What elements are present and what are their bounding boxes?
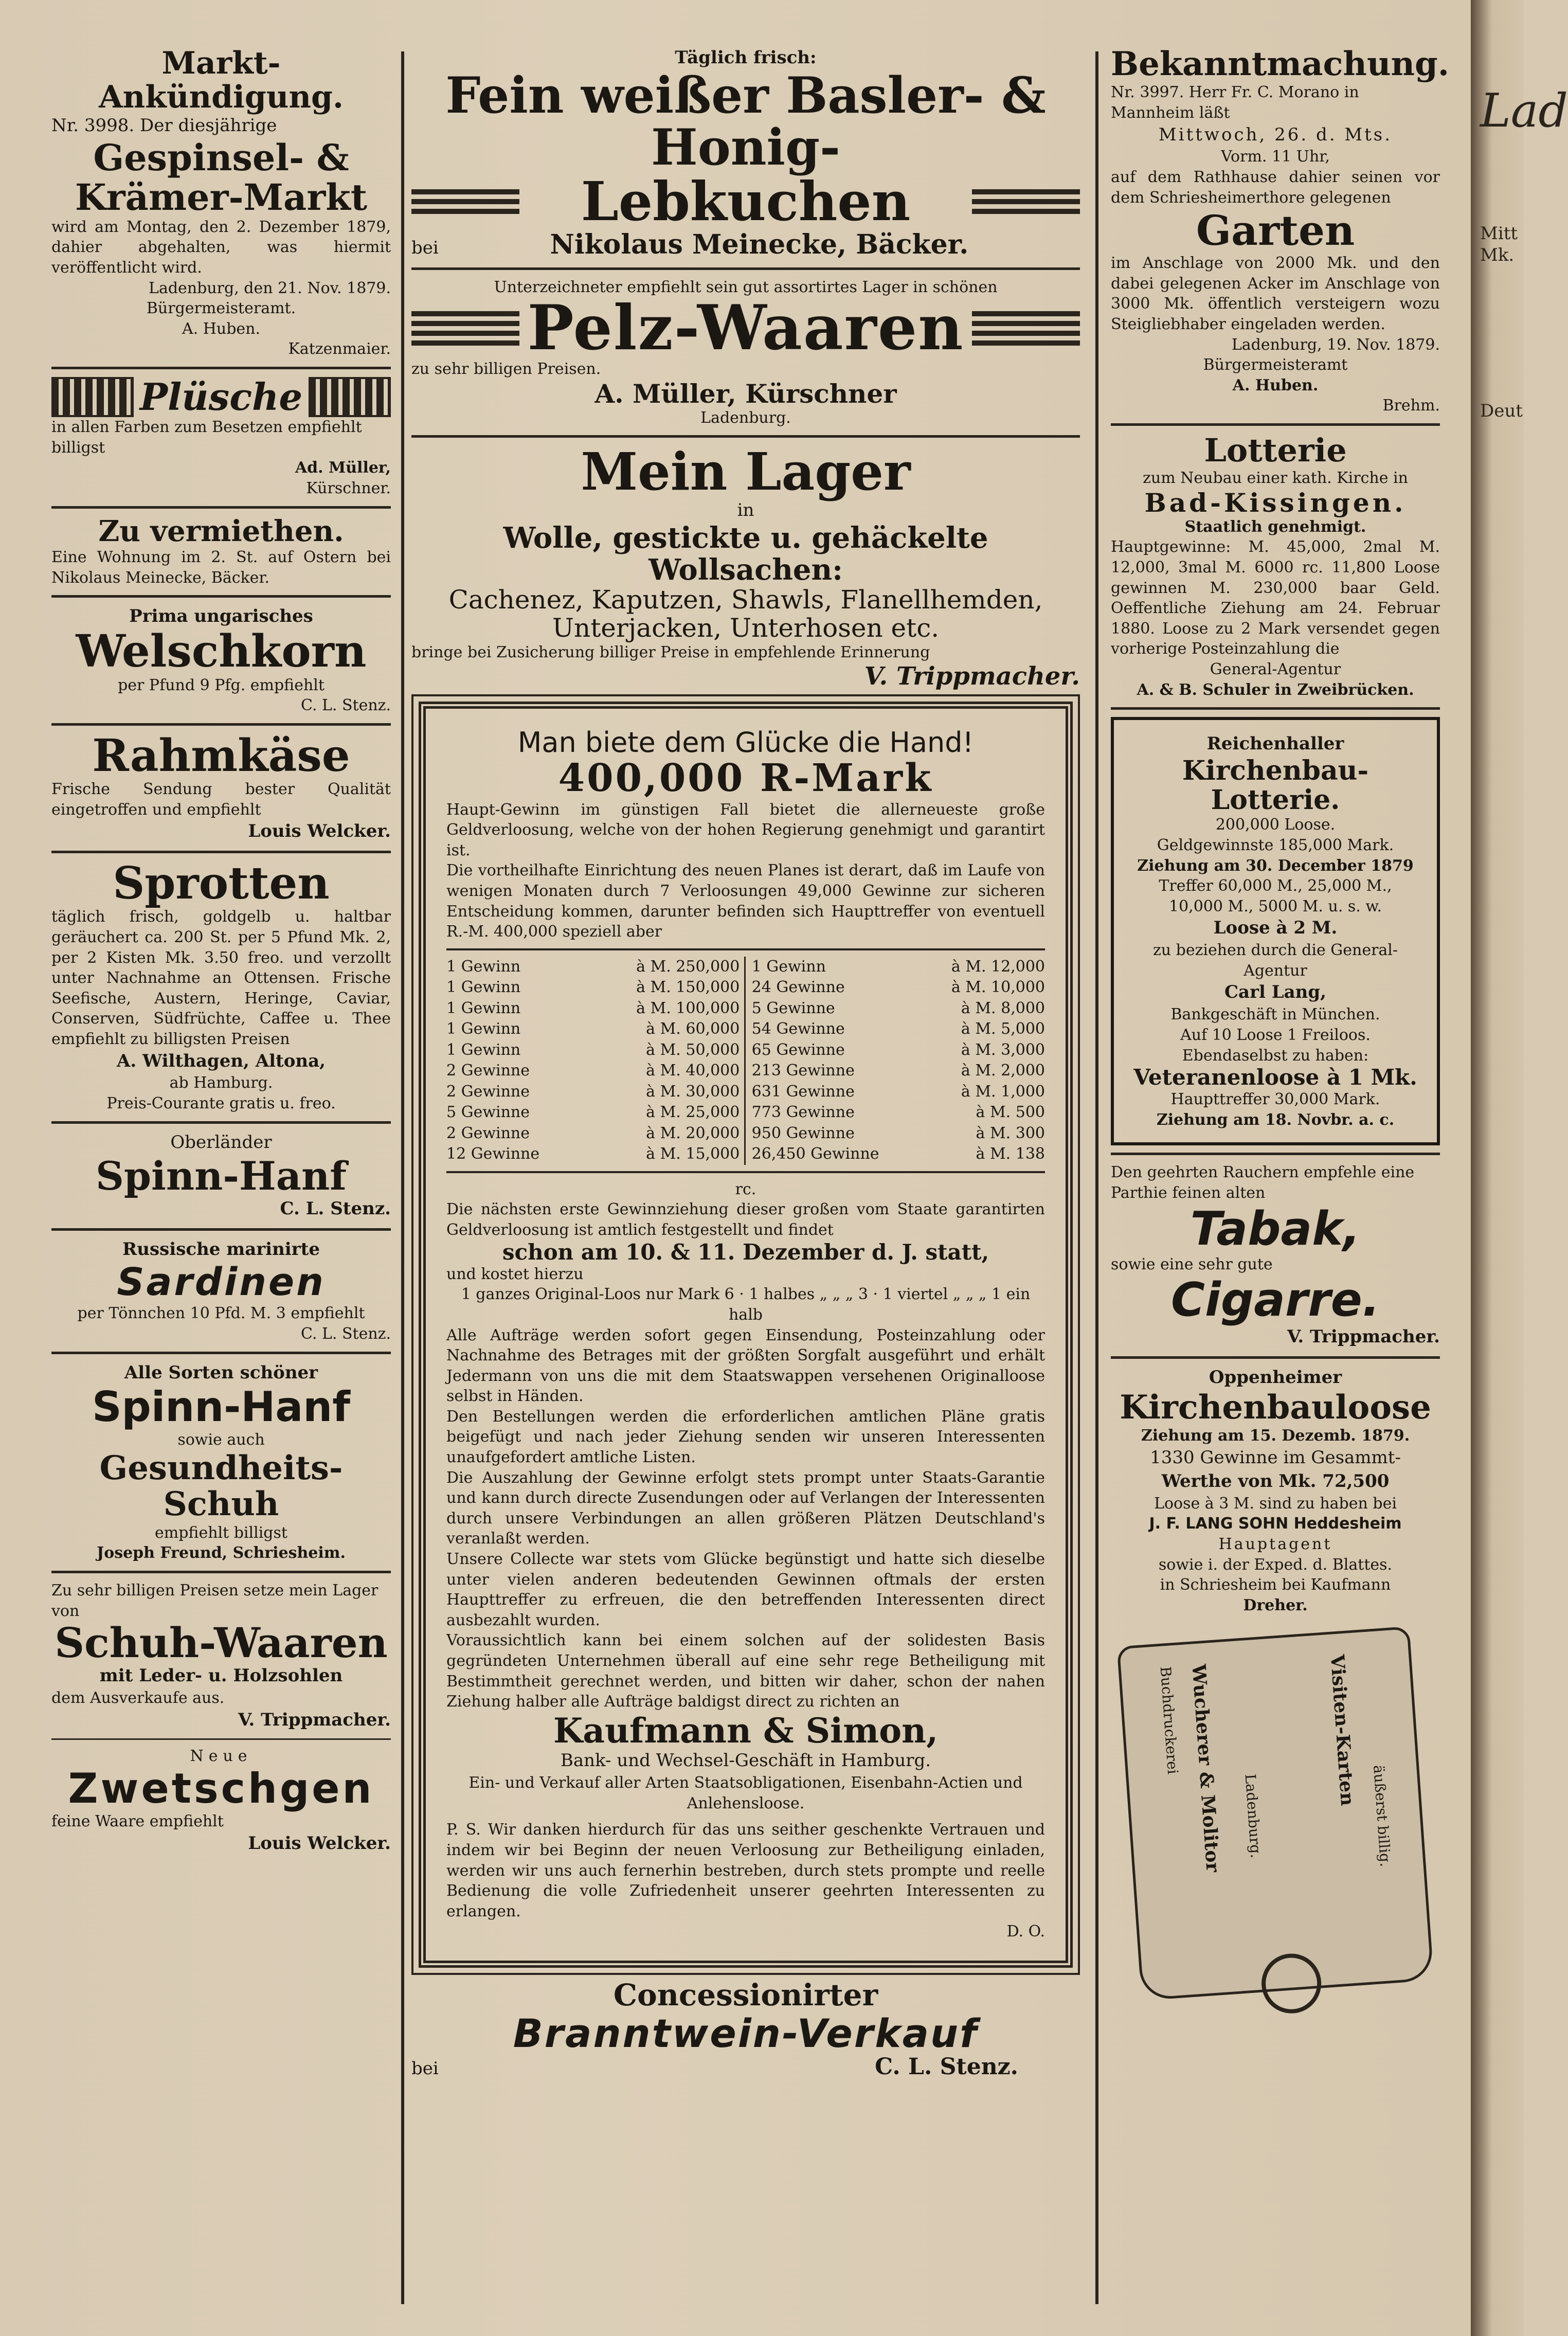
gesund-sig: Joseph Freund, Schriesheim. [97, 1544, 346, 1562]
prize-count: 631 Gewinne [751, 1082, 855, 1101]
prize-value: à M. 138 [976, 1145, 1045, 1163]
prize-value: à M. 25,000 [646, 1103, 740, 1122]
lebk-bei: bei [411, 237, 439, 258]
prize-count: 1 Gewinn [751, 957, 826, 976]
prize-count: 5 Gewinne [446, 1103, 530, 1122]
ad-bekanntmachung [1111, 45, 1450, 416]
markt-body: wird am Montag, den 2. Dezember 1879, dahier abgehalten, was hiermit veröffentlicht wird. [51, 218, 391, 277]
sard-sig: C. L. Stenz. [301, 1324, 391, 1343]
bek-title: Bekanntmachung. [1111, 45, 1450, 83]
markt-big1: Gespinsel- & [93, 136, 349, 179]
prize-row [752, 1102, 1045, 1123]
prize-row [446, 977, 740, 998]
markt-sig: Katzenmaier. [288, 340, 391, 358]
ad-rahmkaese [51, 729, 391, 843]
ad-mein-lager [411, 441, 1080, 691]
prize-count: 5 Gewinne [751, 999, 835, 1017]
ornament-right-icon [309, 377, 391, 417]
bek-body1: Nr. 3997. Herr Fr. C. Morano in Mannheim läßt [1111, 83, 1359, 122]
lott-gen: Staatlich genehmigt. [1184, 517, 1366, 536]
ad-branntwein [411, 1979, 1080, 2081]
prize-row [752, 1040, 1045, 1061]
prize-count: 26,450 Gewinne [751, 1145, 879, 1163]
prize-count: 24 Gewinne [751, 978, 845, 997]
lott-sub: zum Neubau einer kath. Kirche in [1143, 469, 1408, 488]
lot-p2: Die vortheilhafte Einrichtung des neuen Planes ist derart, daß im Laufe von wenigen Monaten durch 7 Verloosungen 49,000 Gewinne zur sicheren Entscheidung kommen, darunter befinden sich Haupttreffer von eventuell R.-M. 400,000 speziell aber [446, 861, 1045, 941]
divider [411, 267, 1080, 270]
plusche-sig1: Ad. Müller, [295, 459, 391, 477]
lebk-big2: Lebkuchen [581, 170, 911, 233]
ad-plusche [51, 376, 391, 499]
lot-p7: Unsere Collecte war stets vom Glücke begünstigt und hatte sich dieselbe unter vielen anderen bedeutenden Gewinnen oftmals der ersten Haupttreffer zu erfreuen, die den betreffenden Interessenten direct ausbezahlt wurden. [446, 1550, 1045, 1629]
lebk-sig: Nikolaus Meinecke, Bäcker. [550, 228, 969, 260]
prize-value: à M. 100,000 [636, 999, 740, 1017]
prize-value: à M. 5,000 [961, 1020, 1045, 1038]
lott-body: Hauptgewinne: M. 45,000, 2mal M. 12,000, 3mal M. 6000 rc. 11,800 Loose gewinnen M. 230,000 baar Geld. Oeffentliche Ziehung am 24. Februar 1880. Loose zu 2 Mark versendet gegen vorherige Posteinzahlung die [1111, 538, 1440, 658]
lot-head: Man biete dem Glücke die Hand! [517, 726, 974, 759]
divider [1111, 423, 1440, 426]
lot-etc: rc. [735, 1180, 756, 1198]
bek-sig: Brehm. [1382, 397, 1440, 415]
welsch-sig: C. L. Stenz. [301, 696, 391, 715]
adjacent-page-text [1480, 82, 1568, 422]
edge-t3: Mk. [1480, 245, 1515, 265]
ad-oppenheimer [1111, 1366, 1440, 1615]
divider [51, 1738, 391, 1740]
bag-right2: äußerst billig. [1369, 1765, 1394, 1868]
lot-p1: Haupt-Gewinn im günstigen Fall bietet die allerneueste große Geldverloosung, welche von der hohen Regierung genehmigt und garantirt ist. [446, 800, 1045, 859]
sprotten-foot: Preis-Courante gratis u. freo. [106, 1094, 336, 1113]
prize-row [752, 1019, 1045, 1040]
divider [51, 723, 391, 726]
prize-row [446, 1019, 740, 1040]
opp-l8: in Schriesheim bei Kaufmann [1160, 1576, 1391, 1594]
prize-table-left [446, 957, 740, 1165]
prize-count: 1 Gewinn [446, 978, 521, 997]
tabak-sig: V. Trippmacher. [1287, 1326, 1440, 1347]
ad-lebkuchen [411, 46, 1080, 260]
prize-value: à M. 1,000 [961, 1082, 1045, 1101]
prize-count: 1 Gewinn [446, 1020, 521, 1038]
lager-in: in [737, 500, 754, 521]
brannt-sig: C. L. Stenz. [875, 2054, 1018, 2080]
column-rule [1095, 51, 1098, 2304]
brannt-pre: Concessionirter [613, 1978, 878, 2013]
zw-body: feine Waare empfiehlt [51, 1812, 224, 1831]
schuh-body: dem Ausverkaufe aus. [51, 1689, 225, 1708]
opp-big: Kirchenbauloose [1120, 1388, 1431, 1427]
bag-ring-icon [1259, 1952, 1323, 2016]
bek-body2: Mittwoch, 26. d. Mts. [1158, 124, 1393, 145]
prize-value: à M. 12,000 [951, 957, 1045, 976]
prize-count: 2 Gewinne [446, 1124, 530, 1142]
reich-l4: Treffer 60,000 M., 25,000 M., [1159, 877, 1392, 895]
bek-name: A. Huben. [1232, 376, 1319, 394]
bek-body4: auf dem Rathhause dahier seinen vor dem Schriesheimerthore gelegenen [1111, 168, 1440, 207]
lot-p6: Die Auszahlung der Gewinne erfolgt stets prompt unter Staats-Garantie und kann durch directe Zusendungen oder auf Verlangen der Interessenten durch unsere Verbindungen an allen größeren Plätzen Deutschland's veranlaßt werden. [446, 1468, 1045, 1548]
lot-cost: und kostet hierzu [446, 1265, 584, 1283]
ad-spinnhanf-2 [51, 1361, 391, 1564]
ad-welschkorn [51, 605, 391, 715]
sprotten-sig: A. Wilthagen, Altona, [117, 1050, 326, 1071]
opp-l2: 1330 Gewinne im Gesammt- [1150, 1447, 1401, 1468]
lot-p4: Alle Aufträge werden sofort gegen Einsendung, Posteinzahlung oder Nachnahme des Betrages mit der größten Sorgfalt ausgeführt und erhält Jedermann von uns die mit dem Staatswappen versehenen Originalloose selbst in Händen. [446, 1326, 1045, 1406]
bag-illustration [1117, 1626, 1434, 2001]
verm-body: Eine Wohnung im 2. St. auf Ostern bei Nikolaus Meinecke, Bäcker. [51, 548, 391, 587]
lebk-pre: Täglich frisch: [675, 47, 817, 68]
divider [1111, 1356, 1440, 1359]
prize-count: 1 Gewinn [446, 1040, 521, 1059]
pelz-pre: Unterzeichneter empfiehlt sein gut assortirtes Lager in schönen [494, 278, 998, 296]
reich-l14: Ziehung am 18. Novbr. a. c. [1156, 1110, 1395, 1129]
reich-l11: Ebendaselbst zu haben: [1182, 1046, 1369, 1065]
lott-sig: A. & B. Schuler in Zweibrücken. [1137, 680, 1414, 699]
reich-l9: Bankgeschäft in München. [1170, 1005, 1380, 1024]
lot-ps-sig: D. O. [1006, 1922, 1045, 1941]
markt-big2: Krämer-Markt [75, 175, 368, 219]
reich-l7: zu beziehen durch die General-Agentur [1152, 941, 1398, 980]
tabak-mid: sowie eine sehr gute [1111, 1255, 1273, 1273]
divider [51, 1571, 391, 1573]
bag-left3: Ladenburg. [1241, 1773, 1265, 1859]
zw-pre: Neue [190, 1747, 253, 1765]
prize-row [752, 957, 1045, 978]
gesund-body: empfiehlt billigst [155, 1523, 287, 1542]
edge-t1: Lad [1480, 84, 1568, 138]
reich-l5: 10,000 M., 5000 M. u. s. w. [1168, 897, 1382, 915]
bek-date: Ladenburg, 19. Nov. 1879. [1231, 335, 1440, 354]
bag-right: Visiten-Karten [1326, 1654, 1359, 1807]
divider [1111, 1153, 1440, 1155]
column-left [51, 46, 391, 1856]
spinn2-mid: sowie auch [177, 1431, 265, 1449]
reich-l6: Loose à 2 M. [1213, 918, 1338, 939]
prize-count: 12 Gewinne [446, 1145, 540, 1163]
bag-left2: Buchdruckerei [1157, 1666, 1182, 1775]
lebk-big1: Fein weißer Basler- & Honig- [445, 66, 1046, 176]
ad-schuhwaaren [51, 1580, 391, 1732]
ad-sprotten [51, 857, 391, 1114]
sprotten-title: Sprotten [113, 857, 330, 910]
divider [51, 1121, 391, 1124]
opp-l1: Ziehung am 15. Dezemb. 1879. [1141, 1427, 1410, 1445]
gesund-title: Gesundheits-Schuh [99, 1449, 343, 1524]
prize-count: 2 Gewinne [446, 1062, 530, 1080]
prize-value: à M. 2,000 [961, 1062, 1045, 1080]
lot-date: schon am 10. & 11. Dezember d. J. statt, [502, 1239, 989, 1265]
ornament-left-icon [51, 377, 134, 417]
prize-table [446, 948, 1045, 1173]
lott-place: Bad-Kissingen. [1144, 487, 1407, 518]
opp-pre: Oppenheimer [1209, 1367, 1342, 1388]
prize-value: à M. 500 [976, 1103, 1045, 1122]
prize-value: à M. 3,000 [961, 1040, 1045, 1059]
rahm-body: Frische Sendung bester Qualität eingetroffen und empfiehlt [51, 780, 391, 819]
divider [51, 1228, 391, 1231]
prize-value: à M. 50,000 [646, 1040, 740, 1059]
tabak-pre: Den geehrten Rauchern empfehle eine Parthie feinen alten [1111, 1163, 1415, 1202]
prize-value: à M. 8,000 [961, 999, 1045, 1017]
ad-markt [51, 46, 391, 360]
column-middle [411, 46, 1080, 2081]
spinn-title: Spinn-Hanf [96, 1153, 347, 1199]
bag-left: Wucherer & Molitor [1187, 1663, 1224, 1873]
prize-row [752, 1123, 1045, 1144]
divider [411, 435, 1080, 438]
sprotten-body: täglich frisch, goldgelb u. haltbar geräuchert ca. 200 St. per 5 Pfund Mk. 2, per 2 Kisten Mk. 3.50 freo. und verzollt unter Nachnahme an Ottensen. Frische Seefische, Austern, Heringe, Caviar, Conserven, Südfrüchte, Caffee u. Thee empfiehlt zu billigsten Preisen [51, 908, 391, 1048]
plusche-body: in allen Farben zum Besetzen empfiehlt billigst [51, 418, 362, 457]
reich-big: Kirchenbau-Lotterie. [1182, 755, 1369, 816]
column-right [1111, 45, 1450, 1991]
cigarre-title: Cigarre. [1170, 1273, 1380, 1327]
prize-count: 1 Gewinn [446, 999, 521, 1017]
lager-sig: V. Trippmacher. [864, 662, 1080, 691]
reich-l1: 200,000 Loose. [1215, 816, 1336, 834]
lager-title: Mein Lager [581, 441, 911, 502]
bek-body5: im Anschlage von 2000 Mk. und den dabei gelegenen Acker im Anschlage von 3000 Mk. öffentlich versteigern wozu Steigliebhaber eingeladen werden. [1111, 254, 1440, 334]
lott-agent: General-Agentur [1210, 660, 1341, 678]
verm-title: Zu vermiethen. [98, 514, 344, 548]
sard-pre: Russische marinirte [122, 1239, 320, 1260]
reich-l8: Carl Lang, [1224, 982, 1327, 1003]
ornament-bars-right-icon [972, 185, 1080, 219]
ad-spinnhanf [51, 1131, 391, 1221]
lager-body: bringe bei Zusicherung billiger Preise in empfehlende Erinnerung [411, 643, 930, 662]
plusche-sig2: Kürschner. [306, 479, 391, 498]
lot-p3: Die nächsten erste Gewinnziehung dieser großen vom Staate garantirten Geldverloosung ist amtlich festgestellt und findet [446, 1200, 1045, 1239]
ornament-bars-left-icon [411, 307, 519, 350]
lot-amount: 400,000 R-Mark [558, 756, 933, 801]
opp-l6: Hauptagent [1218, 1535, 1332, 1553]
pelz-loc: Ladenburg. [700, 408, 791, 427]
prize-row [446, 1144, 740, 1165]
reich-l10: Auf 10 Loose 1 Freiloos. [1180, 1026, 1371, 1044]
sard-title: Sardinen [117, 1260, 326, 1304]
lot-firm2: Bank- und Wechsel-Geschäft in Hamburg. [560, 1750, 931, 1771]
markt-name: A. Huben. [182, 319, 261, 338]
ad-tabak [1111, 1162, 1440, 1349]
ornament-bars-right-icon [972, 307, 1080, 350]
lager-line2: Cachenez, Kaputzen, Shawls, Flanellhemden, [448, 585, 1043, 615]
prize-count: 2 Gewinne [446, 1082, 530, 1101]
ad-vermiethen [51, 516, 391, 588]
divider [1111, 707, 1440, 710]
ornament-bars-left-icon [411, 185, 519, 219]
divider [51, 367, 391, 369]
column-rule [401, 51, 404, 2304]
spinn-sig: C. L. Stenz. [280, 1198, 391, 1219]
markt-title: Markt-Ankündigung. [99, 45, 344, 115]
prize-count: 1 Gewinn [446, 957, 521, 976]
lager-line1: Wolle, gestickte u. gehäckelte Wollsachen: [503, 521, 988, 587]
prize-count: 950 Gewinne [751, 1124, 855, 1142]
ad-lotterie-kissingen [1111, 433, 1440, 700]
prize-value: à M. 10,000 [951, 978, 1045, 997]
prize-row [446, 998, 740, 1019]
welsch-title: Welschkorn [76, 625, 367, 678]
prize-table-right [744, 957, 1045, 1165]
reich-l12: Veteranenloose à 1 Mk. [1133, 1065, 1417, 1090]
reich-l3: Ziehung am 30. December 1879 [1137, 856, 1414, 875]
opp-l3: Werthe von Mk. 72,500 [1161, 1470, 1390, 1492]
lot-ps: P. S. Wir danken hierdurch für das uns seither geschenkte Vertrauen und indem wir bei Beginn der neuen Verloosung zur Betheiligung einladen, werden wir uns auch fernerhin bestreben, durch stets prompte und reelle Bedienung die volle Zufriedenheit unserer geehrten Interessenten zu erlangen. [446, 1821, 1045, 1920]
prize-value: à M. 60,000 [646, 1020, 740, 1038]
lot-p8: Voraussichtlich kann bei einem solchen auf der solidesten Basis gegründeten Unternehmen überall auf eine sehr rege Betheiligung mit Bestimmtheit gerechnet werden, und bitten wir daher, schon der nahen Ziehung halber alle Aufträge baldigst direct zu richten an [446, 1631, 1045, 1711]
divider [51, 851, 391, 853]
plusche-title: Plüsche [139, 375, 303, 419]
prize-row [752, 1082, 1045, 1103]
divider [51, 1352, 391, 1354]
prize-row [446, 1102, 740, 1123]
markt-amt: Bürgermeisteramt. [146, 299, 296, 318]
prize-row [446, 957, 740, 978]
schuh-title: Schuh-Waaren [55, 1619, 388, 1667]
prize-value: à M. 40,000 [646, 1062, 740, 1080]
reich-l2: Geldgewinnste 185,000 Mark. [1157, 836, 1394, 854]
brannt-bei: bei [411, 2058, 439, 2079]
prize-value: à M. 250,000 [636, 957, 740, 976]
lager-line3: Unterjacken, Unterhosen etc. [552, 613, 940, 643]
ad-lottery-frame [419, 702, 1073, 1968]
lot-firm: Kaufmann & Simon, [553, 1710, 939, 1751]
reich-l13: Haupttreffer 30,000 Mark. [1170, 1090, 1380, 1109]
pelz-body: zu sehr billigen Preisen. [411, 360, 601, 379]
spinn-pre: Oberländer [170, 1131, 272, 1153]
lot-firm3: Ein- und Verkauf aller Arten Staatsobligationen, Eisenbahn-Actien und Anlehensloose. [468, 1774, 1023, 1812]
schuh-sig: V. Trippmacher. [238, 1709, 391, 1730]
welsch-body: per Pfund 9 Pfg. empfiehlt [118, 676, 325, 694]
schuh-mid: mit Leder- u. Holzsohlen [99, 1665, 343, 1686]
prize-row [446, 1040, 740, 1061]
prize-count: 213 Gewinne [751, 1062, 855, 1080]
prize-row [446, 1061, 740, 1082]
lott-title: Lotterie [1204, 432, 1347, 469]
ad-reichenhaller [1111, 717, 1440, 1145]
bek-big: Garten [1196, 206, 1355, 255]
prize-count: 773 Gewinne [751, 1103, 855, 1122]
divider [51, 506, 391, 509]
ad-zwetschgen [51, 1746, 391, 1856]
prize-row [752, 977, 1045, 998]
tabak-title: Tabak, [1190, 1201, 1361, 1256]
prize-value: à M. 30,000 [646, 1082, 740, 1101]
prize-value: à M. 20,000 [646, 1124, 740, 1142]
ad-sardinen [51, 1238, 391, 1344]
bek-amt: Bürgermeisteramt [1203, 356, 1348, 374]
sprotten-loc: ab Hamburg. [169, 1074, 273, 1092]
prize-count: 54 Gewinne [751, 1020, 845, 1038]
markt-nr: Nr. 3998. Der diesjährige [51, 115, 277, 136]
prize-row [446, 1123, 740, 1144]
opp-l9: Dreher. [1243, 1596, 1308, 1614]
opp-l5: J. F. LANG SOHN Heddesheim [1149, 1515, 1402, 1533]
prize-value: à M. 150,000 [636, 978, 740, 997]
edge-t4: Deut [1480, 400, 1523, 421]
lot-p5: Den Bestellungen werden die erforderlichen amtlichen Pläne gratis beigefügt und nach jeder Ziehung senden wir unseren Interessenten unaufgefordert amtliche Listen. [446, 1407, 1045, 1467]
welsch-pre: Prima ungarisches [129, 606, 313, 627]
zw-sig: Louis Welcker. [248, 1832, 391, 1854]
edge-t2: Mitt [1480, 223, 1518, 244]
spinn2-pre: Alle Sorten schöner [124, 1362, 318, 1383]
prize-value: à M. 15,000 [646, 1145, 740, 1163]
reich-title: Reichenhaller [1206, 733, 1344, 754]
rahm-sig: Louis Welcker. [248, 821, 391, 842]
prize-row [752, 998, 1045, 1019]
rahm-title: Rahmkäse [92, 729, 350, 782]
ad-pelzwaaren [411, 277, 1080, 428]
pelz-sig: A. Müller, Kürschner [594, 378, 897, 409]
opp-l4: Loose à 3 M. sind zu haben bei [1154, 1494, 1397, 1513]
opp-l7: sowie i. der Exped. d. Blattes. [1158, 1555, 1393, 1574]
zw-title: Zwetschgen [68, 1765, 374, 1813]
prize-row [752, 1144, 1045, 1165]
prize-row [446, 1082, 740, 1103]
prize-value: à M. 300 [976, 1124, 1045, 1142]
prize-count: 65 Gewinne [751, 1040, 845, 1059]
lot-prices: 1 ganzes Original-Loos nur Mark 6 · 1 halbes „ „ „ 3 · 1 viertel „ „ „ 1 ein halb [461, 1285, 1031, 1324]
bek-body3: Vorm. 11 Uhr, [1221, 148, 1330, 166]
spinn2-title: Spinn-Hanf [92, 1383, 351, 1431]
sard-body: per Tönnchen 10 Pfd. M. 3 empfiehlt [77, 1304, 365, 1323]
prize-row [752, 1061, 1045, 1082]
markt-date: Ladenburg, den 21. Nov. 1879. [149, 279, 391, 297]
pelz-title: Pelz-Waaren [527, 292, 964, 365]
schuh-pre: Zu sehr billigen Preisen setze mein Lager von [51, 1581, 379, 1620]
brannt-title: Branntwein-Verkauf [513, 2010, 979, 2056]
divider [51, 595, 391, 598]
